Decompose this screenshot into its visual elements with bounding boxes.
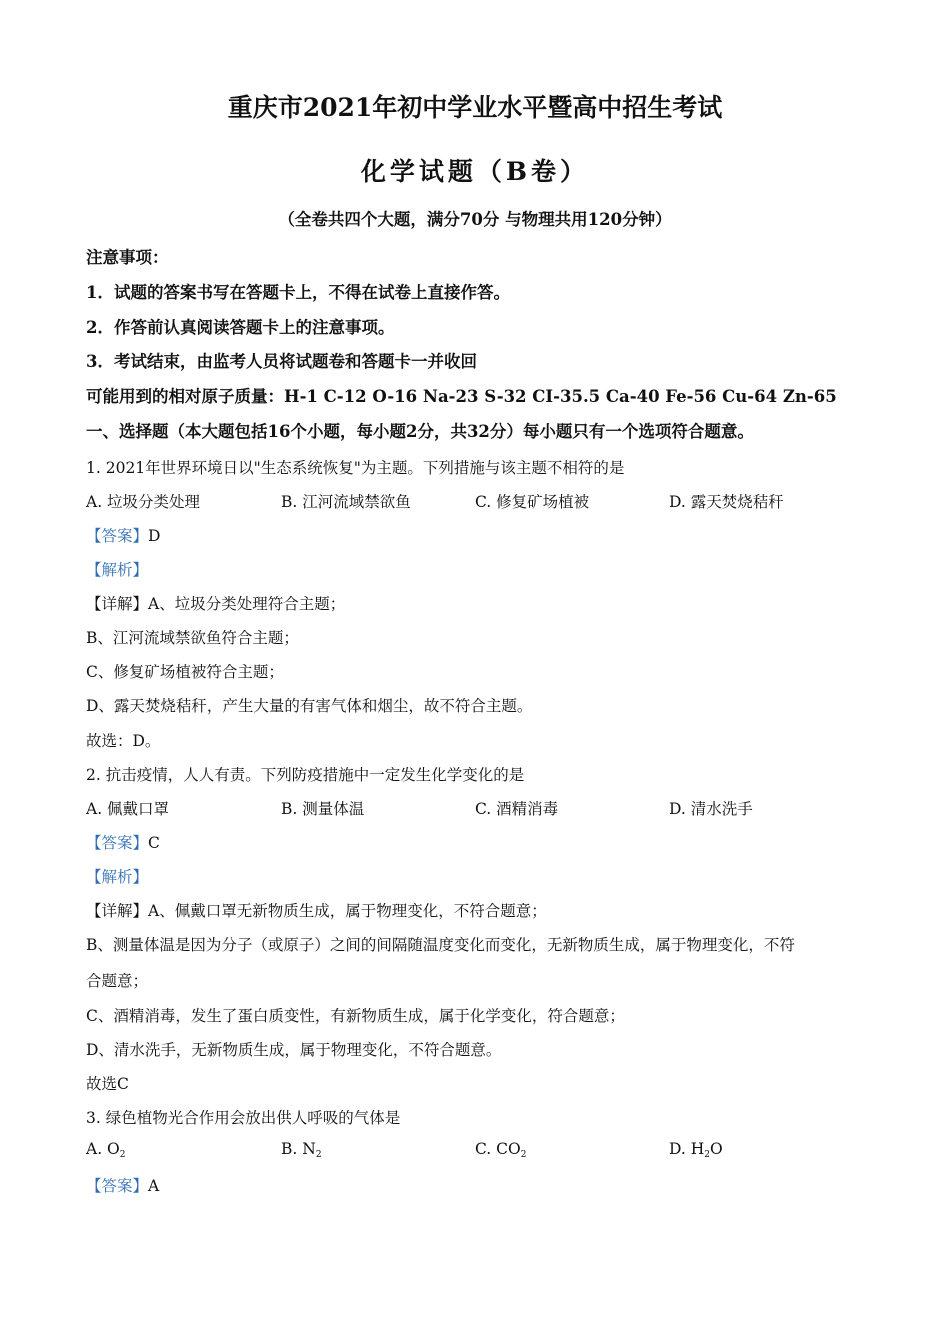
q2-stem: 2. 抗击疫情，人人有责。下列防疫措施中一定发生化学变化的是 bbox=[86, 766, 525, 784]
q3-option-b: B. $N_2$ bbox=[281, 1140, 322, 1160]
q3-option-a: A. $O_2$ bbox=[86, 1140, 126, 1160]
answer-tag: 【答案】 bbox=[86, 834, 149, 852]
q1-conclusion: 故选：D。 bbox=[86, 732, 161, 750]
q2-option-b: B. 测量体温 bbox=[281, 800, 365, 818]
note-item-1: 1．试题的答案书写在答题卡上，不得在试卷上直接作答。 bbox=[86, 283, 510, 302]
q3-answer-value: A bbox=[148, 1177, 160, 1195]
q1-option-d: D. 露天焚烧秸秆 bbox=[669, 493, 784, 511]
q3-option-d: D. $H_2O$ bbox=[669, 1140, 723, 1160]
paper-title: 化学试题（B卷） bbox=[360, 157, 590, 186]
q1-option-a: A. 垃圾分类处理 bbox=[86, 493, 201, 511]
q3-stem: 3. 绿色植物光合作用会放出供人呼吸的气体是 bbox=[86, 1109, 401, 1127]
q2-detail-text: A、佩戴口罩无新物质生成，属于物理变化，不符合题意； bbox=[148, 902, 547, 920]
q1-detail-1 bbox=[86, 592, 345, 614]
q1-answer bbox=[86, 524, 160, 546]
page-title: 重庆市2021年初中学业水平暨高中招生考试 bbox=[227, 93, 723, 122]
note-item-2: 2．作答前认真阅读答题卡上的注意事项。 bbox=[86, 318, 395, 337]
notes-heading: 注意事项： bbox=[86, 248, 169, 267]
q2-option-d: D. 清水洗手 bbox=[669, 800, 753, 818]
q1-option-c: C. 修复矿场植被 bbox=[475, 493, 590, 511]
q2-option-c: C. 酒精消毒 bbox=[475, 800, 559, 818]
q2-detail-1 bbox=[86, 899, 547, 921]
q3-option-c: C. $CO_2$ bbox=[475, 1140, 527, 1160]
q2-answer bbox=[86, 831, 160, 853]
q2-option-a: A. 佩戴口罩 bbox=[86, 800, 170, 818]
q2-answer-value: C bbox=[148, 834, 160, 852]
q1-detail-text: A、垃圾分类处理符合主题； bbox=[148, 595, 346, 613]
q2-detail-4: D、清水洗手，无新物质生成，属于物理变化，不符合题意。 bbox=[86, 1041, 502, 1059]
detail-tag: 【详解】 bbox=[86, 902, 149, 920]
q1-detail-4: D、露天焚烧秸秆，产生大量的有害气体和烟尘，故不符合主题。 bbox=[86, 697, 533, 715]
q2-detail-2: B、测量体温是因为分子（或原子）之间的间隔随温度变化而变化，无新物质生成，属于物理变化，不符 bbox=[86, 936, 795, 954]
detail-tag: 【详解】 bbox=[86, 595, 149, 613]
section-heading: 一、选择题（本大题包括16个小题，每小题2分，共32分）每小题只有一个选项符合题意。 bbox=[86, 422, 754, 441]
q2-analysis-tag: 【解析】 bbox=[86, 868, 149, 886]
q1-answer-value: D bbox=[148, 527, 161, 545]
q2-detail-2-cont: 合题意； bbox=[86, 972, 149, 990]
paper-subtitle: （全卷共四个大题，满分70分 与物理共用120分钟） bbox=[278, 210, 672, 229]
q1-detail-2: B、江河流域禁欲鱼符合主题； bbox=[86, 629, 299, 647]
q1-option-b: B. 江河流域禁欲鱼 bbox=[281, 493, 411, 511]
note-item-3: 3．考试结束，由监考人员将试题卷和答题卡一并收回 bbox=[86, 352, 477, 371]
answer-tag: 【答案】 bbox=[86, 1177, 149, 1195]
q1-stem: 1. 2021年世界环境日以"生态系统恢复"为主题。下列措施与该主题不相符的是 bbox=[86, 459, 625, 477]
q1-detail-3: C、修复矿场植被符合主题； bbox=[86, 663, 284, 681]
q3-answer bbox=[86, 1174, 159, 1196]
answer-tag: 【答案】 bbox=[86, 527, 149, 545]
atomic-masses: 可能用到的相对原子质量：H-1 C-12 O-16 Na-23 S-32 CI-35.5 Ca-40 Fe-56 Cu-64 Zn-65 bbox=[86, 387, 837, 406]
q1-analysis-tag: 【解析】 bbox=[86, 561, 149, 579]
q2-detail-3: C、酒精消毒，发生了蛋白质变性，有新物质生成，属于化学变化，符合题意； bbox=[86, 1007, 625, 1025]
q2-conclusion: 故选C bbox=[86, 1075, 129, 1093]
